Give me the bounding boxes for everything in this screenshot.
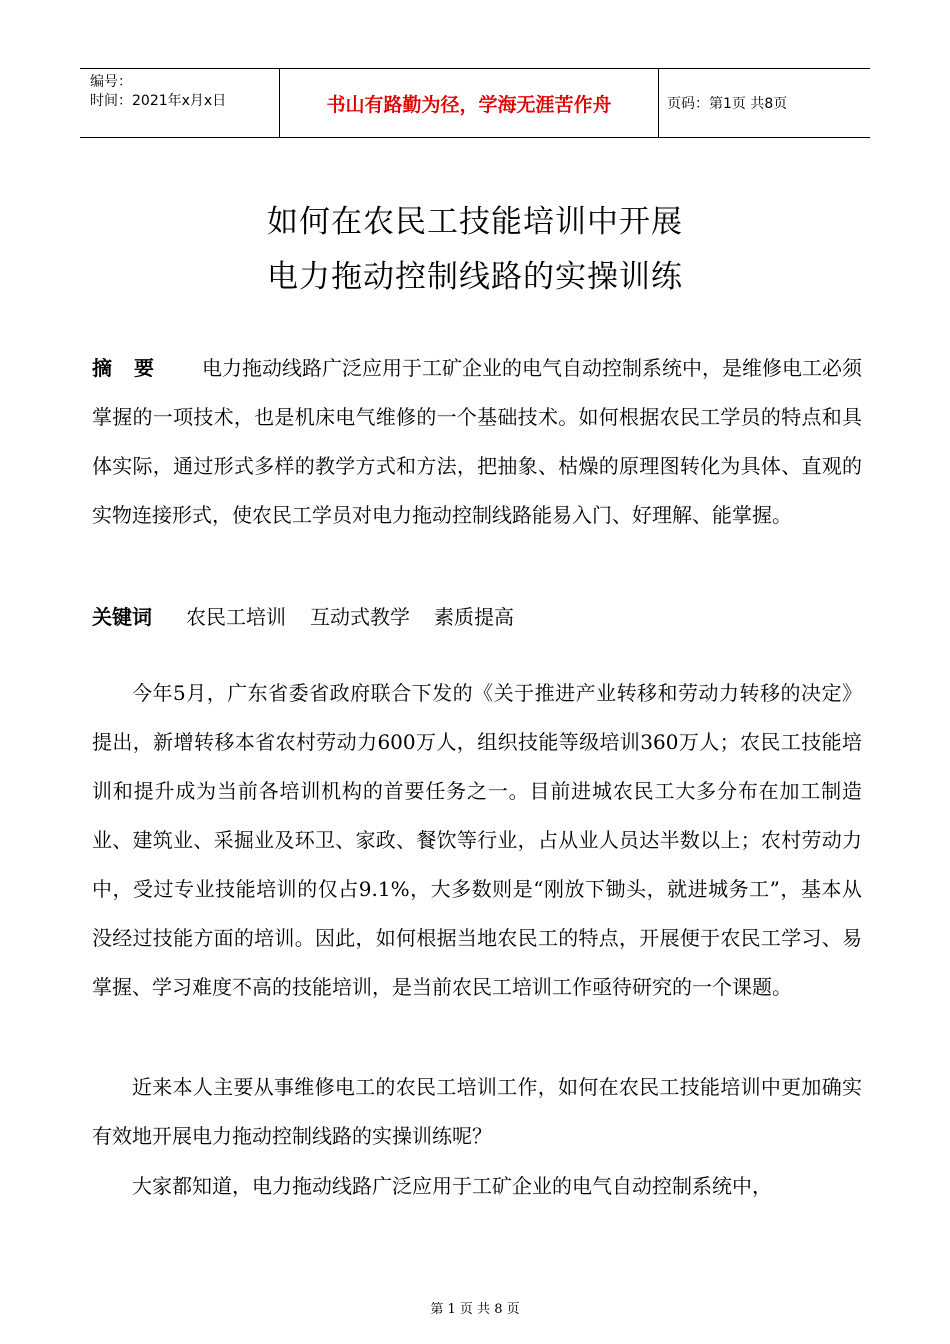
keyword-item: 互动式教学 — [310, 605, 410, 629]
header-meta — [80, 69, 280, 137]
page-header — [80, 68, 870, 138]
keyword-item: 农民工培训 — [186, 605, 286, 629]
abstract-section — [92, 344, 862, 540]
body-paragraph: 大家都知道，电力拖动线路广泛应用于工矿企业的电气自动控制系统中， — [132, 1174, 772, 1198]
keywords-label: 关键词 — [92, 605, 152, 629]
doc-title-line-2: 电力拖动控制线路的实操训练 — [267, 259, 683, 295]
header-page-info: 页码：第1页 共8页 — [667, 96, 788, 112]
abstract-label: 摘要 — [92, 356, 176, 380]
header-motto: 书山有路勤为径，学海无涯苦作舟 — [280, 69, 659, 137]
page-footer: 第 1 页 共 8 页 — [430, 1302, 520, 1317]
abstract-text: 电力拖动线路广泛应用于工矿企业的电气自动控制系统中，是维修电工必须掌握的一项技术，也是机床电气维修的一个基础技术。如何根据农民工学员的特点和具体实际，通过形式多样的教学方式和方法，把抽象、枯燥的原理图转化为具体、直观的实物连接形式，使农民工学员对电力拖动控制线路能易入门、好理解、能掌握。 — [92, 356, 862, 527]
body-paragraph: 近来本人主要从事维修电工的农民工培训工作，如何在农民工技能培训中更加确实有效地开展电力拖动控制线路的实操训练呢？ — [92, 1075, 862, 1148]
doc-date: 时间：2021年x月x日 — [90, 93, 227, 109]
doc-title-line-1: 如何在农民工技能培训中开展 — [267, 204, 683, 240]
doc-number-label: 编号： — [90, 74, 132, 90]
body-paragraph: 今年5月，广东省委省政府联合下发的《关于推进产业转移和劳动力转移的决定》提出，新增转移本省农村劳动力600万人，组织技能等级培训360万人；农民工技能培训和提升成为当前各培训机构的首要任务之一。目前进城农民工大多分布在加工制造业、建筑业、采掘业及环卫、家政、餐饮等行业，占从业人员达半数以上；农村劳动力中，受过专业技能培训的仅占9.1%，大多数则是“刚放下锄头，就进城务工”，基本从没经过技能方面的培训。因此，如何根据当地农民工的特点，开展便于农民工学习、易掌握、学习难度不高的技能培训，是当前农民工培训工作亟待研究的一个课题。 — [92, 681, 862, 999]
keyword-item: 素质提高 — [434, 605, 514, 629]
keywords-section — [92, 593, 862, 642]
